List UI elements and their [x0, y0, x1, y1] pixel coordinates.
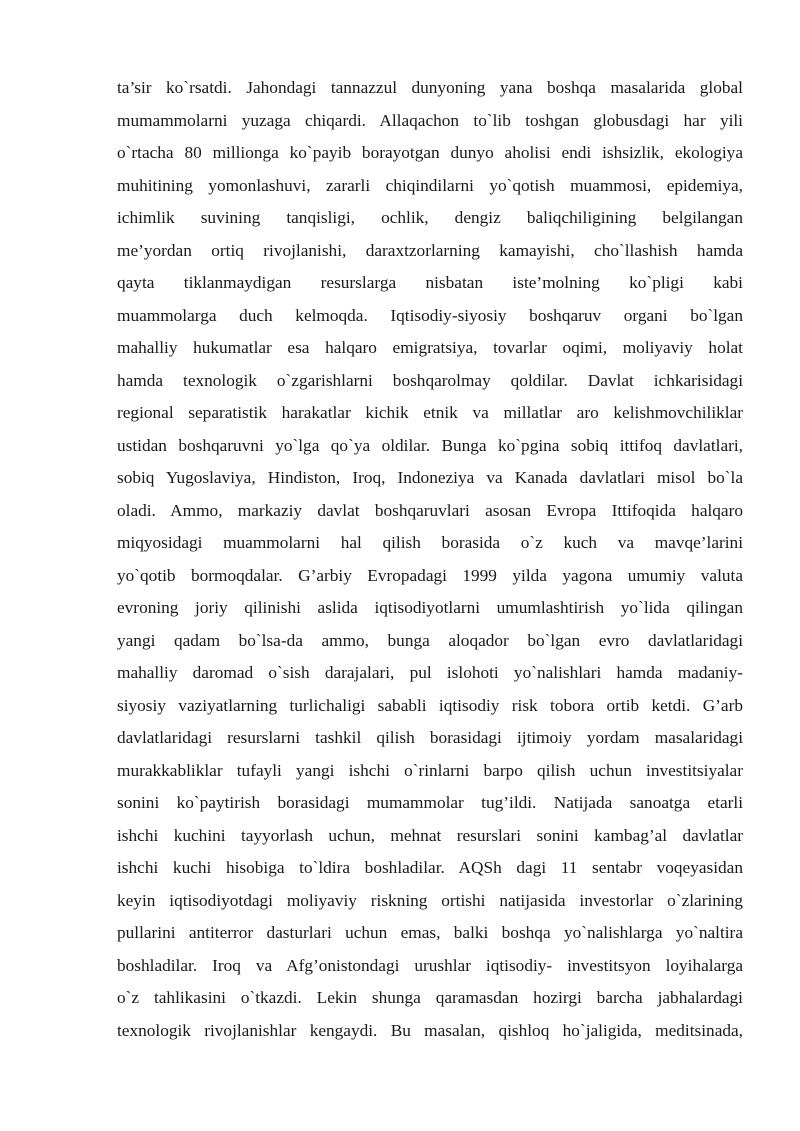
- text-line: evroning joriy qilinishi aslida iqtisodiyotlarni umumlashtirish yo`lida qilingan: [117, 598, 743, 617]
- text-line: mahalliy daromad o`sish darajalari, pul islohoti yo`nalishlari hamda madaniy-: [117, 663, 743, 682]
- text-line: ishchi kuchi hisobiga to`ldira boshladilar. AQSh dagi 11 sentabr voqeyasidan: [117, 858, 743, 877]
- body-text: [117, 72, 743, 1047]
- text-line: keyin iqtisodiyotdagi moliyaviy riskning ortishi natijasida investorlar o`zlarining: [117, 890, 743, 910]
- text-line: ishchi kuchini tayyorlash uchun, mehnat resurslari sonini kambag’al davlatlar: [117, 825, 743, 845]
- text-line: oladi. Ammo, markaziy davlat boshqaruvlari asosan Evropa Ittifoqida halqaro: [117, 500, 743, 520]
- text-line: mahalliy hukumatlar esa halqaro emigratsiya, tovarlar oqimi, moliyaviy holat: [117, 338, 743, 357]
- text-line: texnologik rivojlanishlar kengaydi. Bu masalan, qishloq ho`jaligida, meditsinada,: [117, 1020, 743, 1040]
- text-line: ichimlik suvining tanqisligi, ochlik, dengiz baliqchiligining belgilangan: [117, 208, 743, 227]
- text-line: sobiq Yugoslaviya, Hindiston, Iroq, Indoneziya va Kanada davlatlari misol bo`la: [117, 468, 743, 487]
- text-line: davlatlaridagi resurslarni tashkil qilish borasidagi ijtimoiy yordam masalaridagi: [117, 728, 743, 747]
- text-line: me’yordan ortiq rivojlanishi, daraxtzorlarning kamayishi, cho`llashish hamda: [117, 240, 743, 260]
- text-line: murakkabliklar tufayli yangi ishchi o`rinlarni barpo qilish uchun investitsiyalar: [117, 760, 743, 780]
- text-line: regional separatistik harakatlar kichik etnik va millatlar aro kelishmovchiliklar: [117, 403, 743, 422]
- text-line: sonini ko`paytirish borasidagi mumammolar tug’ildi. Natijada sanoatga etarli: [117, 793, 743, 812]
- text-line: boshladilar. Iroq va Afg’onistondagi urushlar iqtisodiy- investitsyon loyihalarga: [117, 955, 743, 975]
- text-line: mumammolarni yuzaga chiqardi. Allaqachon to`lib toshgan globusdagi har yili: [117, 110, 743, 130]
- text-line: hamda texnologik o`zgarishlarni boshqarolmay qoldilar. Davlat ichkarisidagi: [117, 370, 743, 390]
- text-line: qayta tiklanmaydigan resurslarga nisbatan iste’molning ko`pligi kabi: [117, 273, 743, 292]
- text-line: o`rtacha 80 millionga ko`payib borayotgan dunyo aholisi endi ishsizlik, ekologiya: [117, 143, 743, 162]
- text-line: o`z tahlikasini o`tkazdi. Lekin shunga qaramasdan hozirgi barcha jabhalardagi: [117, 988, 743, 1007]
- text-line: muhitining yomonlashuvi, zararli chiqindilarni yo`qotish muammosi, epidemiya,: [117, 175, 743, 195]
- text-line: muammolarga duch kelmoqda. Iqtisodiy-siyosiy boshqaruv organi bo`lgan: [117, 305, 743, 325]
- text-line: siyosiy vaziyatlarning turlichaligi sababli iqtisodiy risk tobora ortib ketdi. G’arb: [117, 695, 743, 715]
- text-line: yangi qadam bo`lsa-da ammo, bunga aloqador bo`lgan evro davlatlaridagi: [117, 630, 743, 650]
- text-line: ta’sir ko`rsatdi. Jahondagi tannazzul dunyoning yana boshqa masalarida global: [117, 78, 743, 97]
- text-line: yo`qotib bormoqdalar. G’arbiy Evropadagi 1999 yilda yagona umumiy valuta: [117, 565, 743, 585]
- text-line: pullarini antiterror dasturlari uchun emas, balki boshqa yo`nalishlarga yo`naltira: [117, 923, 743, 942]
- text-line: miqyosidagi muammolarni hal qilish borasida o`z kuch va mavqe’larini: [117, 533, 743, 552]
- text-line: ustidan boshqaruvni yo`lga qo`ya oldilar. Bunga ko`pgina sobiq ittifoq davlatlari,: [117, 435, 743, 455]
